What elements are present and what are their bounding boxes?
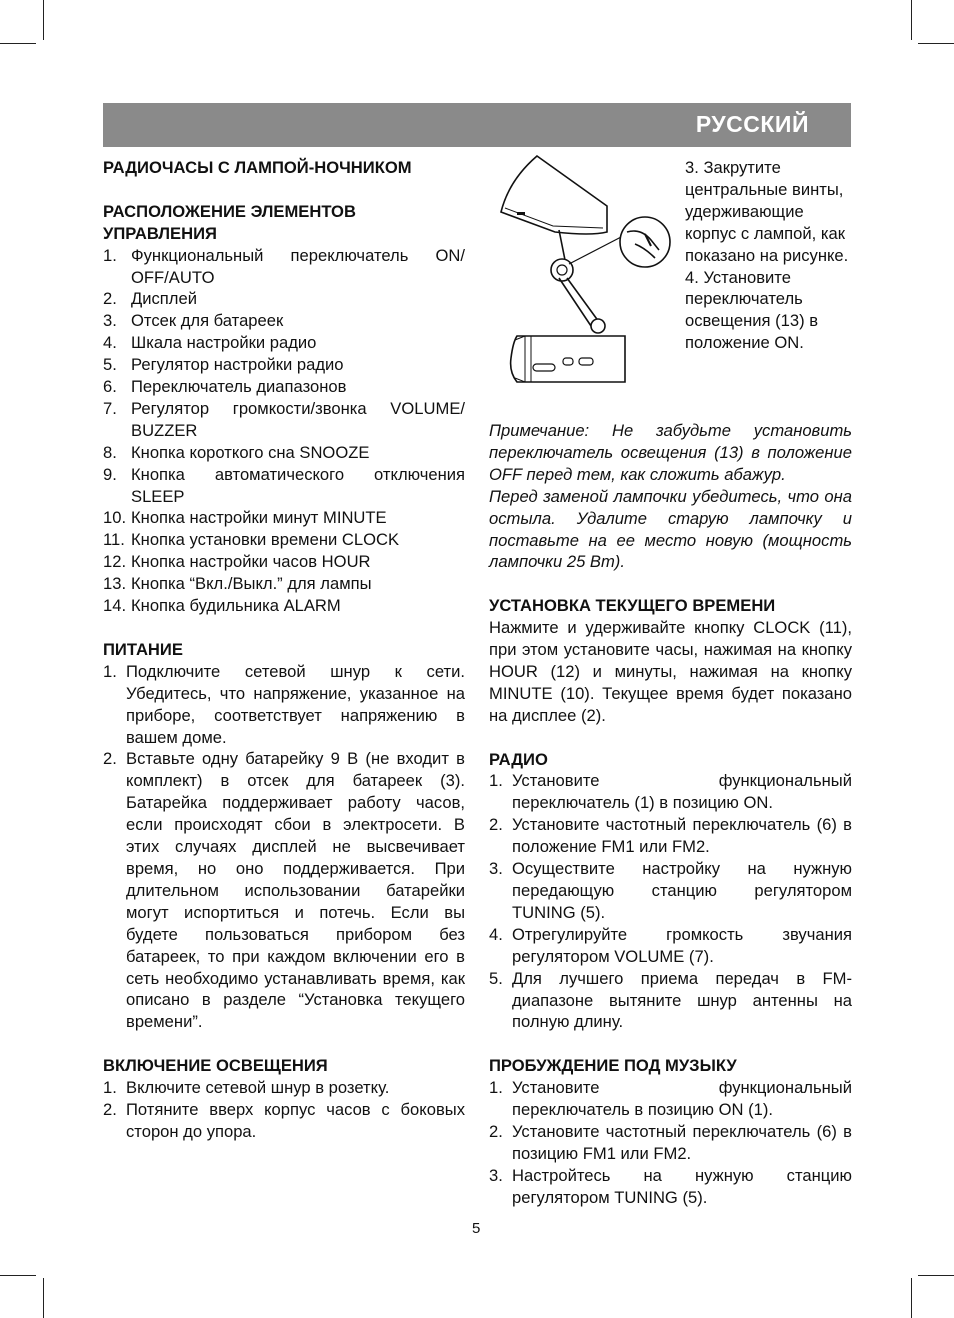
list-item bbox=[103, 376, 465, 398]
assembly-steps bbox=[685, 157, 855, 354]
crop-mark bbox=[0, 43, 36, 44]
list-item bbox=[103, 748, 465, 1033]
list-item-text: Осуществите настройку на нужную передающую станцию регулятором TUNING (5). bbox=[512, 859, 852, 922]
list-item bbox=[103, 551, 465, 573]
list-item-number: 12. bbox=[103, 552, 127, 572]
list-item bbox=[103, 464, 465, 508]
crop-mark bbox=[43, 1278, 44, 1318]
list-item bbox=[103, 354, 465, 376]
list-item-number: 3. bbox=[489, 1165, 503, 1185]
list-item-text: Вставьте одну батарейку 9 В (не входит в комплект) в отсек для батареек (3). Батарейка поддерживает работу часов, если происходят сбои в электросети. В этих случаях дисплей не высвечивает время, но оно поддерживается. При длительном использовании батарейки могут испортиться и потечь. Если вы будете пользоваться прибором без батареек, то при каждом включении его в сеть необходимо устанавливать время, как описано в разделе “Установка текущего времени”. bbox=[126, 749, 465, 1032]
list-item-text: Кнопка будильника ALARM bbox=[131, 596, 341, 616]
document-title: РАДИОЧАСЫ С ЛАМПОЙ-НОЧНИКОМ bbox=[103, 158, 412, 177]
list-item-number: 5. bbox=[489, 968, 503, 988]
list-item-text: Для лучшего приема передач в FM-диапазоне вытяните шнур антенны на полную длину. bbox=[512, 968, 852, 1032]
list-item-text: Настройтесь на нужную станцию регулятором TUNING (5). bbox=[512, 1165, 852, 1207]
list-item-text: Кнопка короткого сна SNOOZE bbox=[131, 442, 370, 462]
list-item bbox=[489, 968, 852, 1034]
crop-mark bbox=[918, 1275, 954, 1276]
list-item-text: Установите частотный переключатель (6) в положение FM1 или FM2. bbox=[512, 815, 852, 857]
list-item-text: Дисплей bbox=[131, 289, 197, 309]
language-label: РУССКИЙ bbox=[695, 111, 809, 137]
list-item-number: 1. bbox=[103, 661, 117, 681]
list-item-text: Отрегулируйте громкость звучания регулятором VOLUME (7). bbox=[512, 924, 852, 966]
list-item-number: 1. bbox=[103, 1078, 117, 1098]
list-item-number: 4. bbox=[103, 333, 117, 353]
right-column bbox=[489, 420, 852, 1209]
list-item-number: 6. bbox=[103, 377, 117, 397]
list-item-text: Кнопка установки времени CLOCK bbox=[131, 530, 400, 550]
list-item-number: 7. bbox=[103, 398, 117, 418]
list-item-text: Установите частотный переключатель (6) в позицию FM1 или FM2. bbox=[512, 1121, 852, 1163]
list-item bbox=[103, 529, 465, 551]
power-heading: ПИТАНИЕ bbox=[103, 639, 183, 659]
list-item-text: Подключите сетевой шнур к сети. Убедитесь, что напряжение, указанное на приборе, соответствует напряжению в вашем доме. bbox=[126, 661, 465, 747]
list-item-number: 1. bbox=[489, 1078, 503, 1098]
list-item bbox=[103, 1077, 465, 1099]
list-item-text: Регулятор громкости/звонка VOLUME/ BUZZER bbox=[131, 398, 465, 440]
list-item bbox=[103, 661, 465, 749]
list-item-number: 14. bbox=[103, 596, 127, 616]
controls-heading: РАСПОЛОЖЕНИЕ ЭЛЕМЕНТОВ УПРАВЛЕНИЯ bbox=[103, 201, 356, 243]
list-item-text: Шкала настройки радио bbox=[131, 333, 317, 353]
list-item-text: Кнопка настройки часов HOUR bbox=[131, 552, 371, 572]
list-item-text: Переключатель диапазонов bbox=[131, 377, 347, 397]
list-item-number: 2. bbox=[489, 1121, 503, 1141]
language-banner bbox=[103, 103, 851, 147]
light-list bbox=[103, 1077, 465, 1143]
step-4: 4. Установите переключатель освещения (13) в положение ON. bbox=[685, 267, 819, 353]
list-item-number: 2. bbox=[489, 815, 503, 835]
list-item-number: 2. bbox=[103, 1099, 117, 1119]
radio-heading: РАДИО bbox=[489, 749, 548, 769]
controls-list bbox=[103, 245, 465, 617]
list-item-text: Потяните вверх корпус часов с боковых сторон до упора. bbox=[126, 1099, 465, 1141]
list-item bbox=[103, 595, 465, 617]
list-item-text: Кнопка автоматического отключения SLEEP bbox=[131, 464, 465, 506]
list-item-text: Регулятор настройки радио bbox=[131, 355, 344, 375]
step-3: 3. Закрутите центральные винты, удерживающие корпус с лампой, как показано на рисунке. bbox=[685, 158, 849, 265]
list-item-number: 9. bbox=[103, 464, 117, 484]
list-item-number: 2. bbox=[103, 289, 117, 309]
list-item-text: Включите сетевой шнур в розетку. bbox=[126, 1078, 390, 1098]
wake-list bbox=[489, 1077, 852, 1208]
list-item-text: Установите функциональный переключатель в позицию ON (1). bbox=[512, 1078, 852, 1120]
list-item bbox=[103, 398, 465, 442]
list-item bbox=[103, 507, 465, 529]
list-item bbox=[489, 1077, 852, 1121]
crop-mark bbox=[43, 0, 44, 40]
list-item-text: Кнопка “Вкл./Выкл.” для лампы bbox=[131, 574, 372, 594]
list-item bbox=[103, 1099, 465, 1143]
list-item bbox=[489, 1165, 852, 1209]
list-item bbox=[489, 924, 852, 968]
list-item-number: 13. bbox=[103, 574, 127, 594]
time-heading: УСТАНОВКА ТЕКУЩЕГО ВРЕМЕНИ bbox=[489, 596, 776, 616]
list-item-number: 3. bbox=[489, 859, 503, 879]
list-item-number: 1. bbox=[103, 245, 117, 265]
lamp-clock-illustration bbox=[495, 150, 677, 390]
time-text: Нажмите и удерживайте кнопку CLOCK (11), при этом установите часы, нажимая на кнопку HOUR (12) и минуты, нажимая на кнопку MINUTE (10). Текущее время будет показано на дисплее (2). bbox=[489, 618, 852, 725]
list-item bbox=[103, 332, 465, 354]
list-item-number: 5. bbox=[103, 355, 117, 375]
list-item-number: 11. bbox=[103, 530, 125, 550]
list-item bbox=[103, 288, 465, 310]
crop-mark bbox=[911, 0, 912, 40]
note-bulb: Перед заменой лампочки убедитесь, что она остыла. Удалите старую лампочку и поставьте на ее место новую (мощность лампочки 25 Вт). bbox=[489, 486, 852, 572]
list-item-number: 8. bbox=[103, 442, 117, 462]
list-item-number: 3. bbox=[103, 311, 117, 331]
list-item-number: 1. bbox=[489, 771, 503, 791]
list-item-text: Функциональный переключатель ON/ OFF/AUTO bbox=[131, 245, 465, 287]
power-list bbox=[103, 661, 465, 1033]
crop-mark bbox=[0, 1275, 36, 1276]
page-number: 5 bbox=[472, 1220, 481, 1237]
radio-list bbox=[489, 770, 852, 1033]
light-heading: ВКЛЮЧЕНИЕ ОСВЕЩЕНИЯ bbox=[103, 1056, 328, 1076]
list-item bbox=[103, 245, 465, 289]
list-item-text: Кнопка настройки минут MINUTE bbox=[131, 508, 387, 528]
crop-mark bbox=[918, 43, 954, 44]
list-item bbox=[103, 573, 465, 595]
list-item bbox=[103, 310, 465, 332]
list-item-number: 10. bbox=[103, 508, 127, 528]
list-item bbox=[489, 770, 852, 814]
list-item bbox=[103, 442, 465, 464]
list-item-number: 2. bbox=[103, 749, 117, 769]
wake-heading: ПРОБУЖДЕНИЕ ПОД МУЗЫКУ bbox=[489, 1056, 737, 1076]
list-item bbox=[489, 814, 852, 858]
list-item bbox=[489, 1121, 852, 1165]
crop-mark bbox=[911, 1278, 912, 1318]
list-item-text: Отсек для батареек bbox=[131, 311, 284, 331]
left-column bbox=[103, 157, 465, 1143]
note-switch: Примечание: Не забудьте установить переключатель освещения (13) в положение OFF перед тем, как сложить абажур. bbox=[489, 421, 852, 484]
list-item-text: Установите функциональный переключатель (1) в позицию ON. bbox=[512, 771, 852, 813]
list-item-number: 4. bbox=[489, 924, 503, 944]
list-item bbox=[489, 858, 852, 924]
